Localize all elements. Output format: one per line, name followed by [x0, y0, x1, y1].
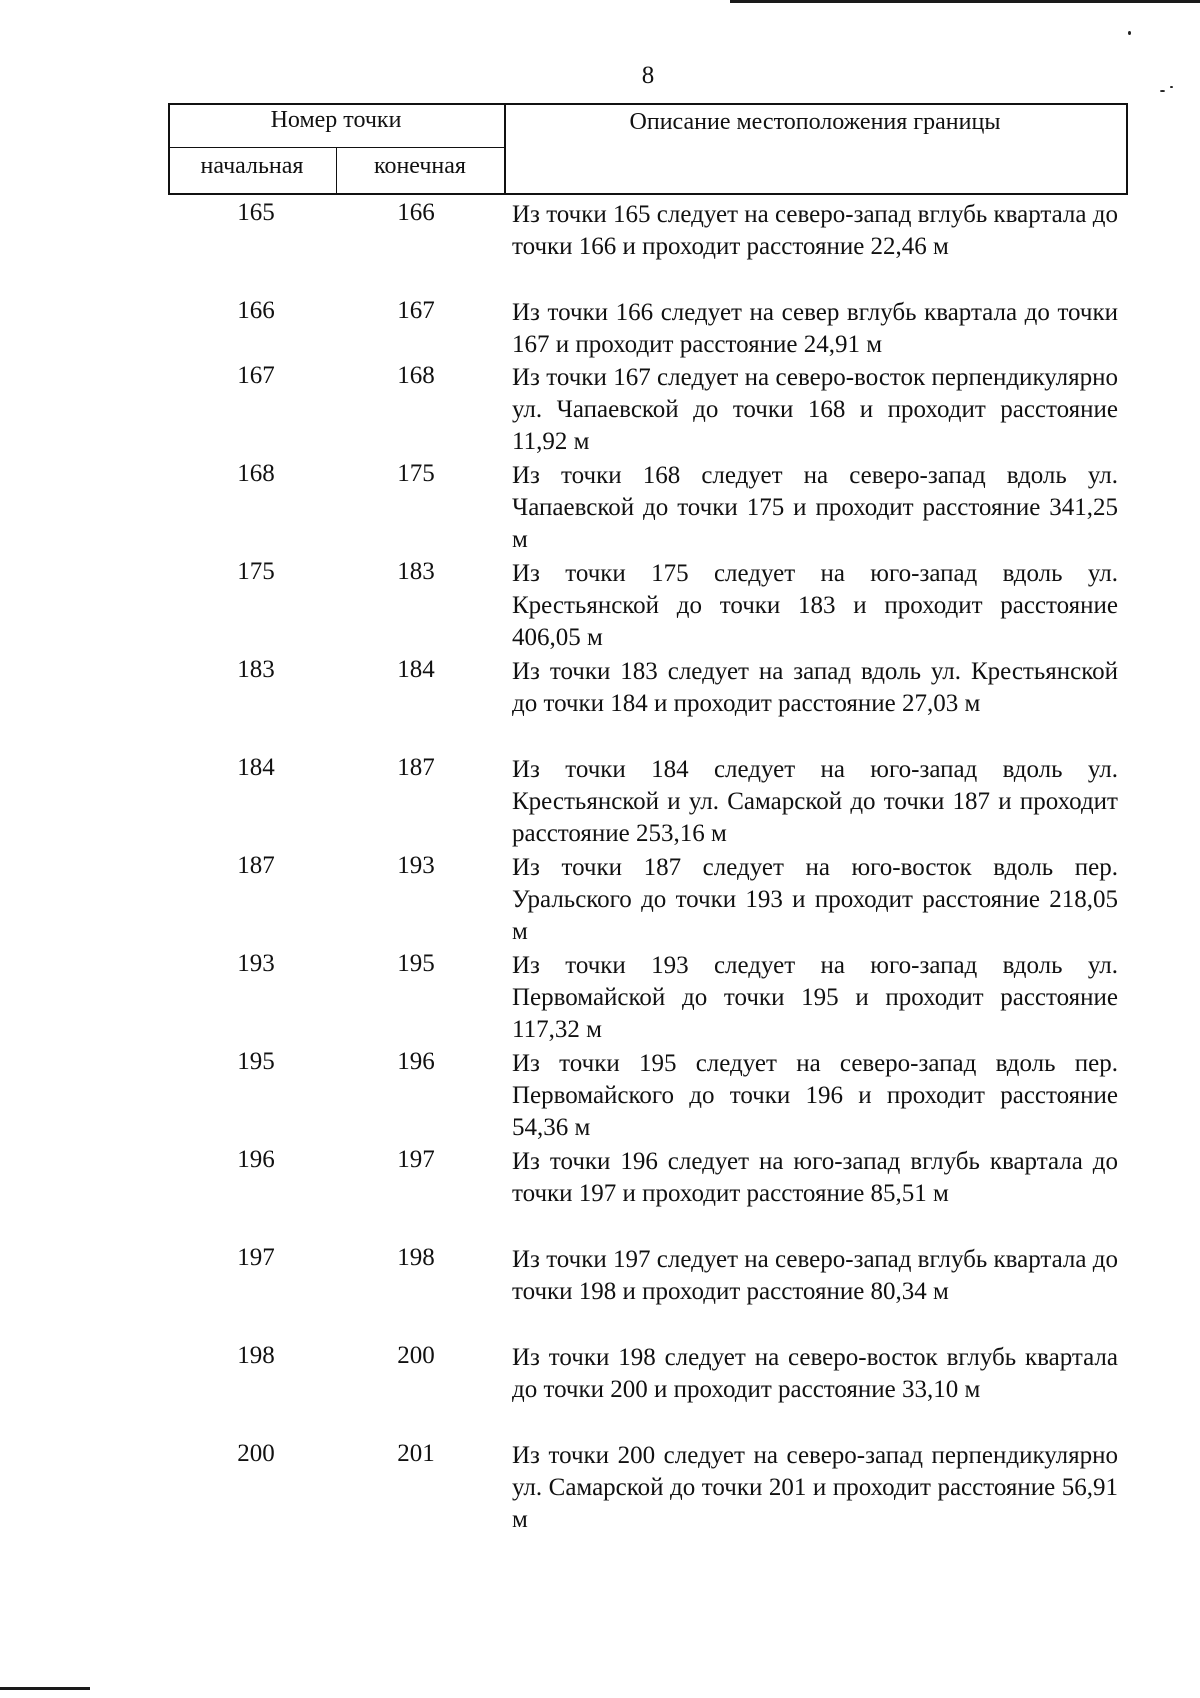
boundary-description: Из точки 197 следует на северо-запад вглубь квартала до точки 198 и проходит расстояние 80,34 м — [512, 1246, 1118, 1305]
boundary-description: Из точки 175 следует на юго-запад вдоль ул. Крестьянской до точки 183 и проходит расстояние 406,05 м — [512, 560, 1118, 651]
end-point: 200 — [397, 1342, 435, 1369]
start-point: 167 — [237, 362, 275, 389]
boundary-description: Из точки 165 следует на северо-запад вглубь квартала до точки 166 и проходит расстояние 22,46 м — [512, 201, 1118, 260]
table-header — [168, 103, 1128, 195]
end-point: 193 — [397, 852, 435, 879]
boundary-description: Из точки 195 следует на северо-запад вдоль пер. Первомайского до точки 196 и проходит расстояние 54,36 м — [512, 1050, 1118, 1141]
end-point: 196 — [397, 1048, 435, 1075]
start-point: 166 — [237, 297, 275, 324]
start-point: 183 — [237, 656, 275, 683]
end-point: 168 — [397, 362, 435, 389]
boundary-description: Из точки 168 следует на северо-запад вдоль ул. Чапаевской до точки 175 и проходит расстояние 341,25 м — [512, 462, 1118, 553]
start-point: 187 — [237, 852, 275, 879]
end-point: 167 — [397, 297, 435, 324]
boundary-description: Из точки 184 следует на юго-запад вдоль ул. Крестьянской и ул. Самарской до точки 187 и проходит расстояние 253,16 м — [512, 756, 1118, 847]
start-point: 200 — [237, 1440, 275, 1467]
end-point: 187 — [397, 754, 435, 781]
boundary-table — [168, 103, 1128, 1533]
header-border-right — [1126, 103, 1128, 195]
header-end: конечная — [374, 153, 466, 179]
boundary-description: Из точки 198 следует на северо-восток вглубь квартала до точки 200 и проходит расстояние 33,10 м — [512, 1344, 1118, 1403]
start-point: 175 — [237, 558, 275, 585]
header-border-top — [168, 103, 1128, 105]
start-point: 165 — [237, 199, 275, 226]
start-point: 198 — [237, 1342, 275, 1369]
boundary-description: Из точки 167 следует на северо-восток перпендикулярно ул. Чапаевской до точки 168 и проходит расстояние 11,92 м — [512, 364, 1118, 455]
start-point: 193 — [237, 950, 275, 977]
boundary-description: Из точки 193 следует на юго-запад вдоль ул. Первомайской до точки 195 и проходит расстояние 117,32 м — [512, 952, 1118, 1043]
start-point: 168 — [237, 460, 275, 487]
scan-edge-bottom — [0, 1687, 90, 1690]
start-point: 196 — [237, 1146, 275, 1173]
end-point: 198 — [397, 1244, 435, 1271]
scan-edge-top — [730, 0, 1200, 3]
boundary-description: Из точки 166 следует на север вглубь квартала до точки 167 и проходит расстояние 24,91 м — [512, 299, 1118, 358]
header-point-number: Номер точки — [270, 107, 402, 133]
start-point: 195 — [237, 1048, 275, 1075]
boundary-description: Из точки 196 следует на юго-запад вглубь квартала до точки 197 и проходит расстояние 85,51 м — [512, 1148, 1118, 1207]
boundary-description: Из точки 187 следует на юго-восток вдоль пер. Уральского до точки 193 и проходит расстояние 218,05 м — [512, 854, 1118, 945]
scan-speck — [1128, 31, 1131, 35]
boundary-description: Из точки 183 следует на запад вдоль ул. Крестьянской до точки 184 и проходит расстояние 27,03 м — [512, 658, 1118, 717]
end-point: 195 — [397, 950, 435, 977]
header-start: начальная — [200, 153, 304, 179]
end-point: 184 — [397, 656, 435, 683]
end-point: 197 — [397, 1146, 435, 1173]
start-point: 197 — [237, 1244, 275, 1271]
end-point: 201 — [397, 1440, 435, 1467]
end-point: 183 — [397, 558, 435, 585]
start-point: 184 — [237, 754, 275, 781]
end-point: 166 — [397, 199, 435, 226]
end-point: 175 — [397, 460, 435, 487]
boundary-description: Из точки 200 следует на северо-запад перпендикулярно ул. Самарской до точки 201 и проходит расстояние 56,91 м — [512, 1442, 1118, 1533]
header-description: Описание местоположения границы — [629, 109, 1001, 135]
header-border-bottom — [168, 193, 1128, 195]
scan-speck — [1160, 90, 1165, 92]
page-number: 8 — [641, 62, 655, 89]
